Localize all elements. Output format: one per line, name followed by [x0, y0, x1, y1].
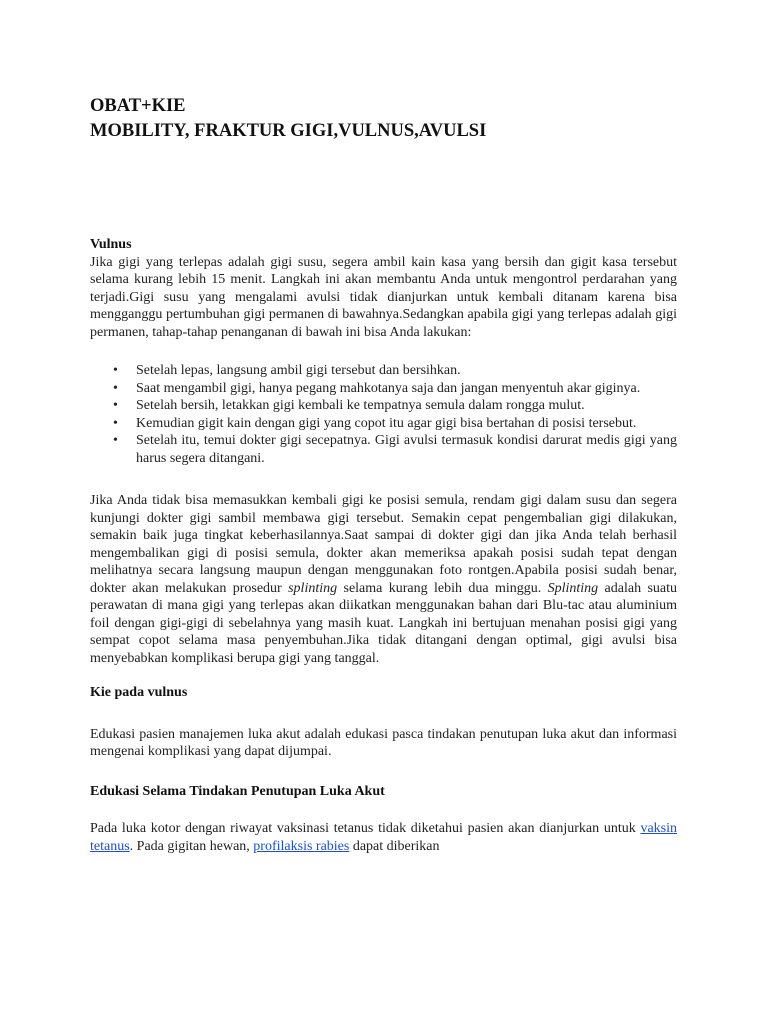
paragraph-text: adalah suatu perawatan di mana gigi yang terlepas akan diikatkan menggunakan bahan dari Blu-tac atau aluminium foil dengan gigi-gigi di sebelahnya yang masih kuat. Langkah ini bertujuan menahan posisi gigi yang sempat copot selama masa penyembuhan.Jika tidak ditangani dengan optimal, gigi avulsi bisa menyebabkan komplikasi berupa gigi yang tanggal. — [90, 580, 678, 666]
treatment-steps-list — [90, 362, 677, 467]
section-heading-vulnus: Vulnus — [90, 237, 132, 252]
bullet-icon: • — [113, 398, 118, 413]
paragraph-text: dapat diberikan — [349, 838, 440, 854]
paragraph-text: Pada luka kotor dengan riwayat vaksinasi tetanus tidak diketahui pasien akan dianjurkan untuk — [90, 821, 641, 836]
edukasi-paragraph — [90, 820, 677, 855]
list-item — [90, 415, 677, 433]
list-item-text: Setelah bersih, letakkan gigi kembali ke tempatnya semula dalam rongga mulut. — [136, 398, 585, 413]
list-item-text: Kemudian gigit kain dengan gigi yang copot itu agar gigi bisa bertahan di posisi tersebut. — [136, 415, 637, 431]
bullet-icon: • — [113, 415, 118, 431]
list-item — [90, 380, 677, 398]
kie-paragraph: Edukasi pasien manajemen luka akut adalah edukasi pasca tindakan penutupan luka akut dan informasi mengenai komplikasi yang dapat dijumpai. — [90, 726, 677, 759]
paragraph-text: selama kurang lebih dua minggu. — [337, 580, 548, 596]
bullet-icon: • — [113, 363, 118, 378]
paragraph-text: Jika Anda tidak bisa memasukkan kembali gigi ke posisi semula, rendam gigi dalam susu dan segera kunjungi dokter gigi sambil membawa gigi tersebut. Semakin cepat pengembalian gigi dilakukan, semakin baik juga tingkat keberhasilannya.Saat sampai di dokter gigi dan jika Anda telah berhasil mengembalikan gigi di posisi semula, dokter akan memeriksa apakah posisi sudah tepat dengan melihatnya secara langsung maupun dengan menggunakan foto rontgen.Apabila posisi sudah benar, dokter akan melakukan prosedur — [90, 493, 677, 596]
vaksin-tetanus-link[interactable]: vaksin tetanus — [90, 821, 677, 854]
vulnus-followup-paragraph — [90, 492, 677, 667]
section-heading-edukasi: Edukasi Selama Tindakan Penutupan Luka Akut — [90, 783, 385, 799]
list-item-text: Setelah itu, temui dokter gigi secepatnya. Gigi avulsi termasuk kondisi darurat medis gigi yang harus segera ditangani. — [136, 433, 677, 466]
list-item — [90, 362, 677, 380]
list-item — [90, 432, 677, 467]
section-heading-kie: Kie pada vulnus — [90, 685, 188, 700]
splinting-term: Splinting — [547, 580, 599, 596]
list-item — [90, 397, 677, 415]
title-line-1: OBAT+KIE — [90, 96, 186, 116]
bullet-icon: • — [113, 433, 118, 448]
vulnus-intro-paragraph: Jika gigi yang terlepas adalah gigi susu, segera ambil kain kasa yang bersih dan gigit kasa tersebut selama kurang lebih 15 menit. Langkah ini akan membantu Anda untuk mengontrol perdarahan yang terjadi.Gigi susu yang mengalami avulsi tidak dianjurkan untuk kembali ditanam karena bisa mengganggu pertumbuhan gigi permanen di bawahnya.Sedangkan apabila gigi yang terlepas adalah gigi permanen, tahap-tahap penanganan di bawah ini bisa Anda lakukan: — [90, 254, 677, 340]
list-item-text: Saat mengambil gigi, hanya pegang mahkotanya saja dan jangan menyentuh akar giginya. — [136, 380, 641, 396]
profilaksis-rabies-link[interactable]: profilaksis rabies — [253, 838, 350, 854]
paragraph-text: . Pada gigitan hewan, — [129, 838, 254, 854]
document-body — [90, 236, 677, 855]
document-title — [90, 94, 690, 144]
bullet-icon: • — [113, 380, 118, 396]
splinting-term: splinting — [288, 580, 338, 596]
title-line-2: MOBILITY, FRAKTUR GIGI,VULNUS,AVULSI — [90, 121, 487, 141]
list-item-text: Setelah lepas, langsung ambil gigi tersebut dan bersihkan. — [136, 363, 461, 378]
